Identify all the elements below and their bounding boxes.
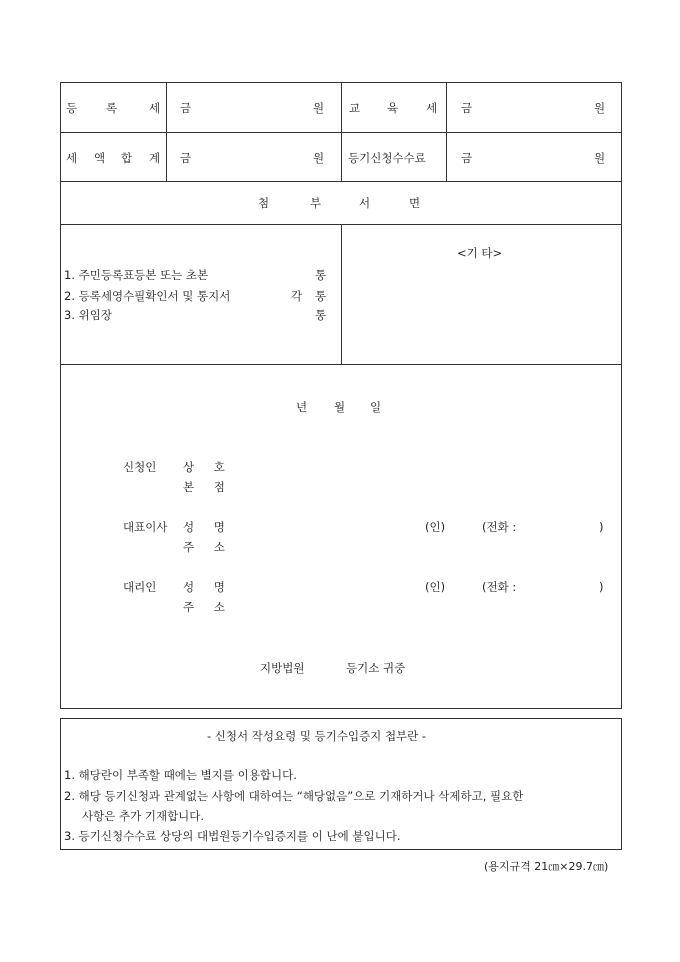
tax-total-amount-prefix: 금 [180, 151, 192, 165]
attachments-col-divider [341, 224, 342, 364]
agent-address-label: 주 소 [183, 600, 233, 614]
note-item-2-line-1: 2. 해당 등기신청과 관계없는 사항에 대하여는 “해당없음”으로 기재하거나 삭제하고, 필요한 [64, 789, 524, 803]
notes-title: - 신청서 작성요령 및 등기수입증지 첩부란 - [207, 729, 427, 743]
ceo-name-label: 성 명 [183, 520, 233, 534]
attachment-item-3: 3. 위임장 [64, 308, 112, 322]
registration-tax-amount-suffix: 원 [313, 101, 325, 115]
registration-tax-amount-prefix: 금 [180, 101, 192, 115]
paper-size-note: (용지규격 21㎝×29.7㎝) [484, 860, 609, 873]
attachment-item-2-each: 각 [291, 289, 303, 303]
filing-fee-label: 등기신청수수료 [348, 151, 426, 165]
ceo-phone-label: (전화 : [482, 520, 517, 534]
attachment-item-1: 1. 주민등록표등본 또는 초본 [64, 268, 209, 282]
agent-phone-close: ) [599, 580, 604, 594]
court-label: 지방법원 [260, 661, 305, 675]
agent-label: 대리인 [123, 580, 157, 594]
filing-fee-amount-prefix: 금 [461, 151, 473, 165]
education-tax-amount-prefix: 금 [461, 101, 473, 115]
attachments-bottom-divider [60, 364, 622, 365]
ceo-label: 대표이사 [123, 520, 168, 534]
ceo-phone-close: ) [599, 520, 604, 534]
tax-total-amount-suffix: 원 [313, 151, 325, 165]
registration-tax-amount-field[interactable] [200, 98, 300, 118]
note-item-1: 1. 해당란이 부족할 때에는 별지를 이용합니다. [64, 768, 297, 782]
education-tax-amount-field[interactable] [480, 98, 580, 118]
agent-phone-label: (전화 : [482, 580, 517, 594]
fee-col-divider-1 [166, 82, 167, 182]
attachment-item-1-count: 통 [315, 268, 327, 282]
registry-label: 등기소 귀중 [346, 661, 406, 675]
attachment-item-2-count: 통 [315, 289, 327, 303]
fee-col-divider-2 [341, 82, 342, 182]
filing-fee-amount-suffix: 원 [594, 151, 606, 165]
agent-seal-label: (인) [425, 580, 446, 594]
trade-name-label: 상 호 [183, 460, 233, 474]
attachment-item-3-count: 통 [315, 308, 327, 322]
ceo-seal-label: (인) [425, 520, 446, 534]
ceo-address-label: 주 소 [183, 540, 233, 554]
other-attachments-label: <기 타> [457, 246, 503, 260]
note-item-3: 3. 등기신청수수료 상당의 대법원등기수입증지를 이 난에 붙입니다. [64, 829, 401, 843]
education-tax-amount-suffix: 원 [594, 101, 606, 115]
filing-fee-amount-field[interactable] [480, 148, 580, 168]
agent-name-label: 성 명 [183, 580, 233, 594]
applicant-label: 신청인 [123, 460, 157, 474]
fee-col-divider-3 [446, 82, 447, 182]
tax-total-amount-field[interactable] [200, 148, 300, 168]
head-office-label: 본 점 [183, 480, 233, 494]
note-item-2-line-2: 사항은 추가 기재합니다. [82, 809, 205, 823]
attachment-item-2: 2. 등록세영수필확인서 및 통지서 [64, 289, 231, 303]
